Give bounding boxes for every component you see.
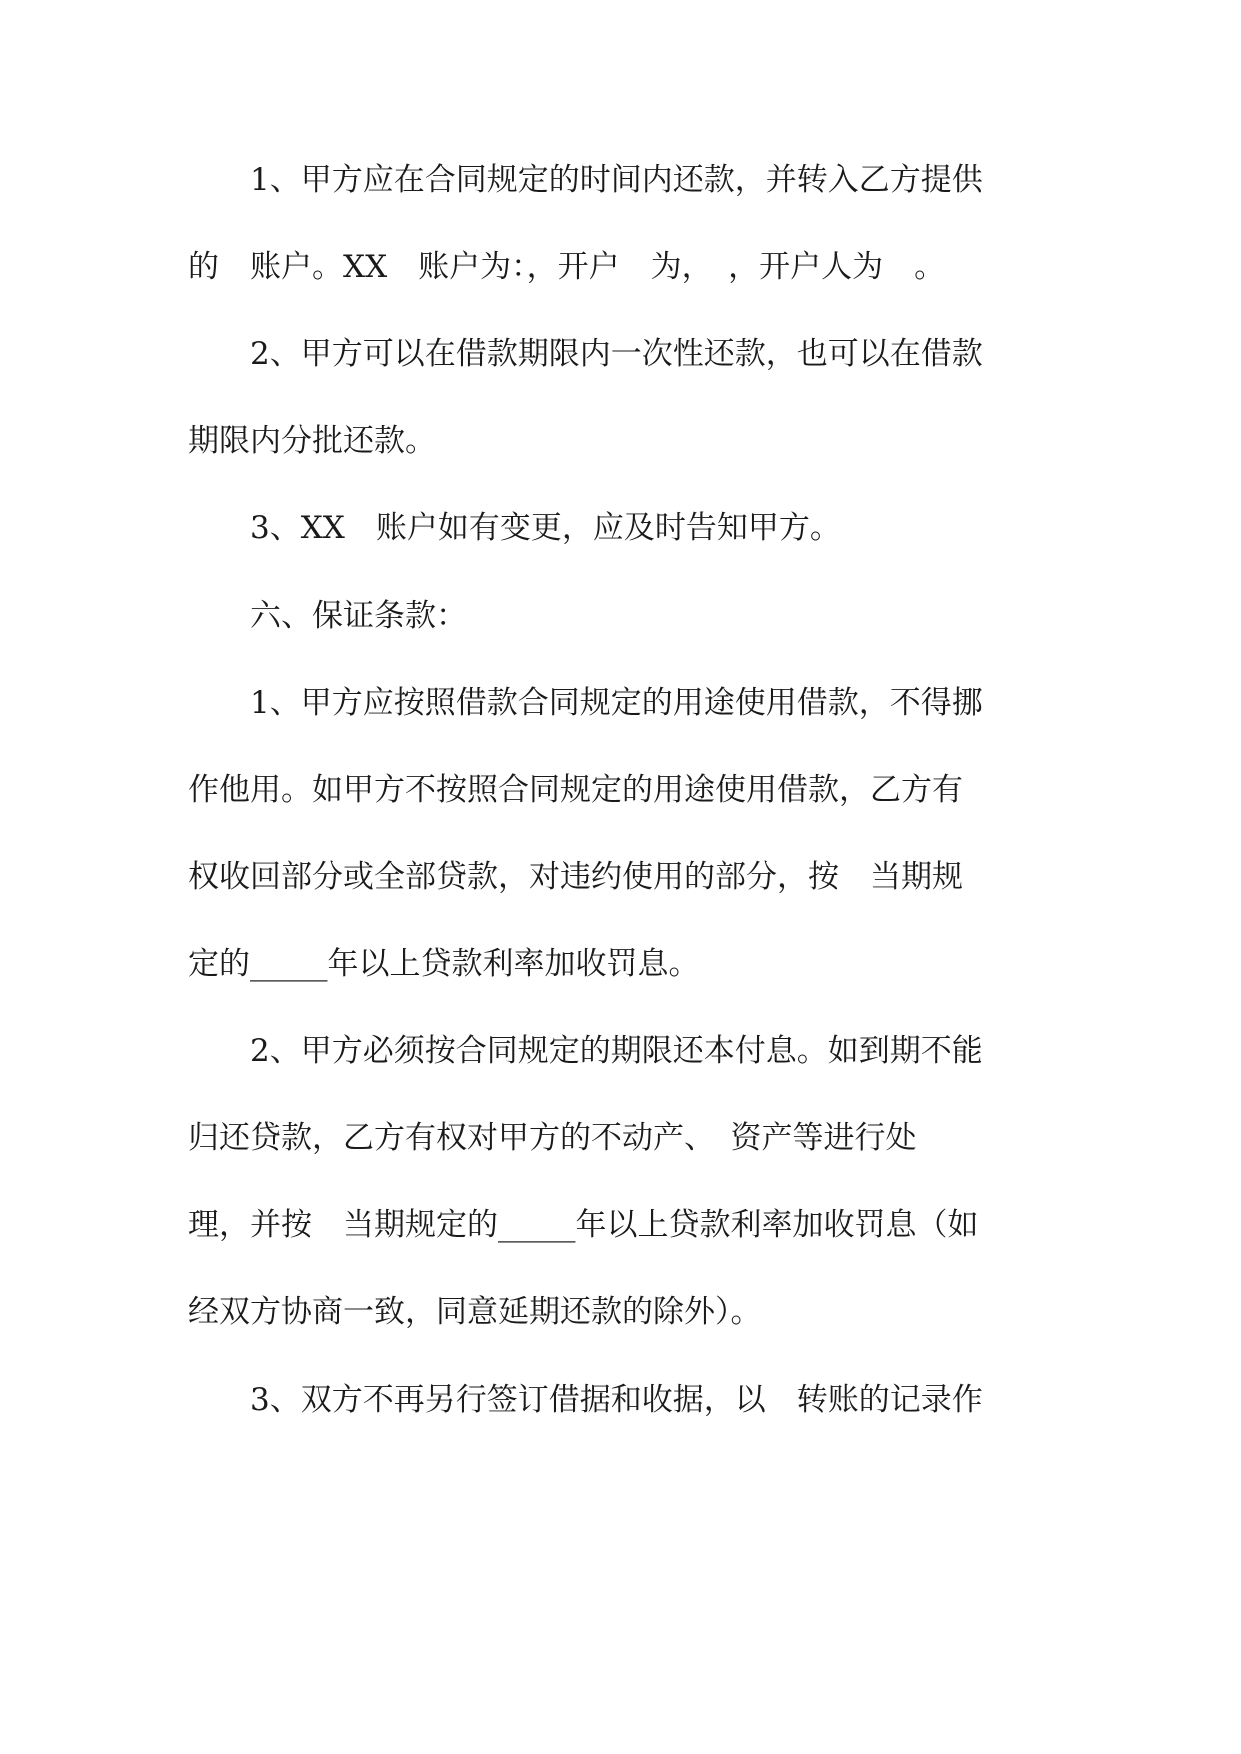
paragraph-line: 作他用。如甲方不按照合同规定的用途使用借款，乙方有 [188, 772, 963, 808]
paragraph-line: 定的_____年以上贷款利率加收罚息。 [188, 946, 700, 982]
section-heading: 六、保证条款： [250, 598, 467, 634]
paragraph-line: 归还贷款，乙方有权对甲方的不动产、 资产等进行处 [188, 1120, 917, 1156]
paragraph-line: 理，并按 当期规定的_____年以上贷款利率加收罚息（如 [188, 1207, 979, 1243]
paragraph-line: 期限内分批还款。 [188, 423, 436, 459]
paragraph-line: 1、甲方应在合同规定的时间内还款，并转入乙方提供 [250, 162, 983, 198]
paragraph-line: 3、双方不再另行签订借据和收据，以 转账的记录作 [250, 1382, 983, 1418]
paragraph-line: 权收回部分或全部贷款，对违约使用的部分，按 当期规 [188, 859, 963, 895]
paragraph-line: 1、甲方应按照借款合同规定的用途使用借款，不得挪 [250, 685, 983, 721]
paragraph-line: 2、甲方必须按合同规定的期限还本付息。如到期不能 [250, 1033, 983, 1069]
paragraph-line: 的 账户。XX 账户为：，开户 为， ，开户人为 。 [188, 249, 946, 285]
paragraph-line: 经双方协商一致，同意延期还款的除外）。 [188, 1294, 762, 1330]
paragraph-line: 3、XX 账户如有变更，应及时告知甲方。 [250, 510, 841, 546]
paragraph-line: 2、甲方可以在借款期限内一次性还款，也可以在借款 [250, 336, 983, 372]
